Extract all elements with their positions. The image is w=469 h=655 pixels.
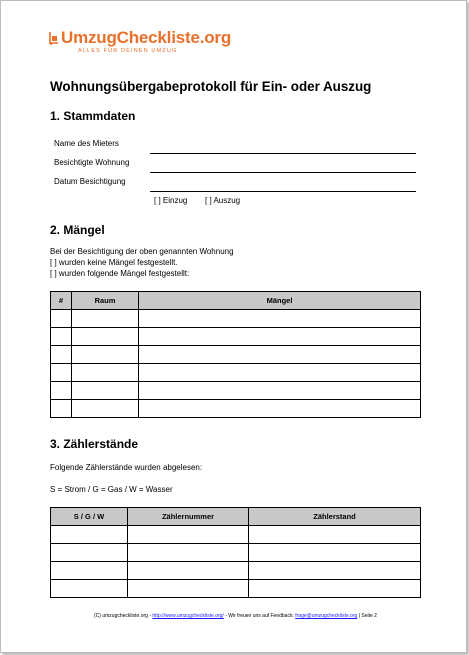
- table-cell[interactable]: [72, 310, 139, 328]
- logo-tagline: ALLES FÜR DEINEN UMZUG: [78, 48, 178, 54]
- checkbox-auszug[interactable]: [ ] Auszug: [205, 196, 241, 205]
- table-cell[interactable]: [72, 382, 139, 400]
- table-row: [51, 346, 421, 364]
- section-heading-zaehlerstaende: 3. Zählerstände: [50, 437, 139, 451]
- table-cell[interactable]: [72, 364, 139, 382]
- table-row: [51, 400, 421, 418]
- col-header-maengel: Mängel: [139, 292, 421, 310]
- logo-name: UmzugCheckliste.org: [61, 28, 232, 47]
- label-name-des-mieters: Name des Mieters: [54, 139, 119, 148]
- maengel-table: [50, 291, 421, 418]
- checkbox-keine-maengel[interactable]: [ ] wurden keine Mängel festgestellt.: [50, 258, 178, 267]
- checkbox-folgende-maengel[interactable]: [ ] wurden folgende Mängel festgestellt:: [50, 269, 190, 278]
- table-cell[interactable]: [139, 364, 421, 382]
- table-cell[interactable]: [51, 346, 72, 364]
- table-cell[interactable]: [128, 562, 249, 580]
- table-row: [51, 580, 421, 598]
- table-cell[interactable]: [249, 526, 421, 544]
- hand-truck-icon: [48, 31, 60, 45]
- table-cell[interactable]: [128, 580, 249, 598]
- table-cell[interactable]: [51, 328, 72, 346]
- table-cell[interactable]: [139, 400, 421, 418]
- table-cell[interactable]: [139, 346, 421, 364]
- page-footer: [1, 613, 469, 619]
- table-cell[interactable]: [128, 544, 249, 562]
- table-cell[interactable]: [139, 328, 421, 346]
- table-row: [51, 562, 421, 580]
- input-line-datum-besichtigung[interactable]: [150, 191, 416, 192]
- table-cell[interactable]: [128, 526, 249, 544]
- col-header-number: #: [51, 292, 72, 310]
- label-datum-besichtigung: Datum Besichtigung: [54, 177, 126, 186]
- table-row: [51, 364, 421, 382]
- col-header-zaehlernummer: Zählernummer: [128, 508, 249, 526]
- table-row: [51, 382, 421, 400]
- table-header-row: [51, 292, 421, 310]
- table-cell[interactable]: [72, 346, 139, 364]
- footer-feedback-text: - Wir freuen uns auf Feedback:: [223, 613, 296, 619]
- table-cell[interactable]: [72, 328, 139, 346]
- table-row: [51, 544, 421, 562]
- zaehler-legend: S = Strom / G = Gas / W = Wasser: [50, 485, 173, 494]
- zaehler-table: [50, 507, 421, 598]
- table-cell[interactable]: [51, 400, 72, 418]
- footer-copyright: (C) umzugcheckliste.org -: [94, 613, 153, 619]
- zaehler-intro: Folgende Zählerstände wurden abgelesen:: [50, 463, 203, 472]
- input-line-besichtigte-wohnung[interactable]: [150, 172, 416, 173]
- document-title: Wohnungsübergabeprotokoll für Ein- oder Auszug: [50, 79, 372, 94]
- table-cell[interactable]: [51, 310, 72, 328]
- table-row: [51, 328, 421, 346]
- footer-page-number: | Seite 2: [357, 613, 377, 619]
- logo: [48, 29, 231, 54]
- table-cell[interactable]: [139, 310, 421, 328]
- table-cell[interactable]: [139, 382, 421, 400]
- table-cell[interactable]: [51, 364, 72, 382]
- table-row: [51, 310, 421, 328]
- label-besichtigte-wohnung: Besichtigte Wohnung: [54, 158, 130, 167]
- logo-wordmark: [48, 29, 231, 47]
- table-header-row: [51, 508, 421, 526]
- table-cell[interactable]: [72, 400, 139, 418]
- table-cell[interactable]: [51, 382, 72, 400]
- col-header-sgw: S / G / W: [51, 508, 128, 526]
- table-cell[interactable]: [249, 544, 421, 562]
- footer-email-link[interactable]: frage@umzugcheckliste.org: [295, 613, 358, 619]
- section-heading-stammdaten: 1. Stammdaten: [50, 109, 136, 123]
- table-cell[interactable]: [51, 526, 128, 544]
- table-cell[interactable]: [249, 562, 421, 580]
- maengel-intro: Bei der Besichtigung der oben genannten Wohnung: [50, 247, 234, 256]
- table-row: [51, 526, 421, 544]
- table-cell[interactable]: [51, 562, 128, 580]
- table-cell[interactable]: [249, 580, 421, 598]
- input-line-name-des-mieters[interactable]: [150, 153, 416, 154]
- table-cell[interactable]: [51, 544, 128, 562]
- section-heading-maengel: 2. Mängel: [50, 223, 105, 237]
- col-header-raum: Raum: [72, 292, 139, 310]
- col-header-zaehlerstand: Zählerstand: [249, 508, 421, 526]
- checkbox-einzug[interactable]: [ ] Einzug: [154, 196, 188, 205]
- table-cell[interactable]: [51, 580, 128, 598]
- footer-website-link[interactable]: http://www.umzugcheckliste.org/: [152, 613, 224, 619]
